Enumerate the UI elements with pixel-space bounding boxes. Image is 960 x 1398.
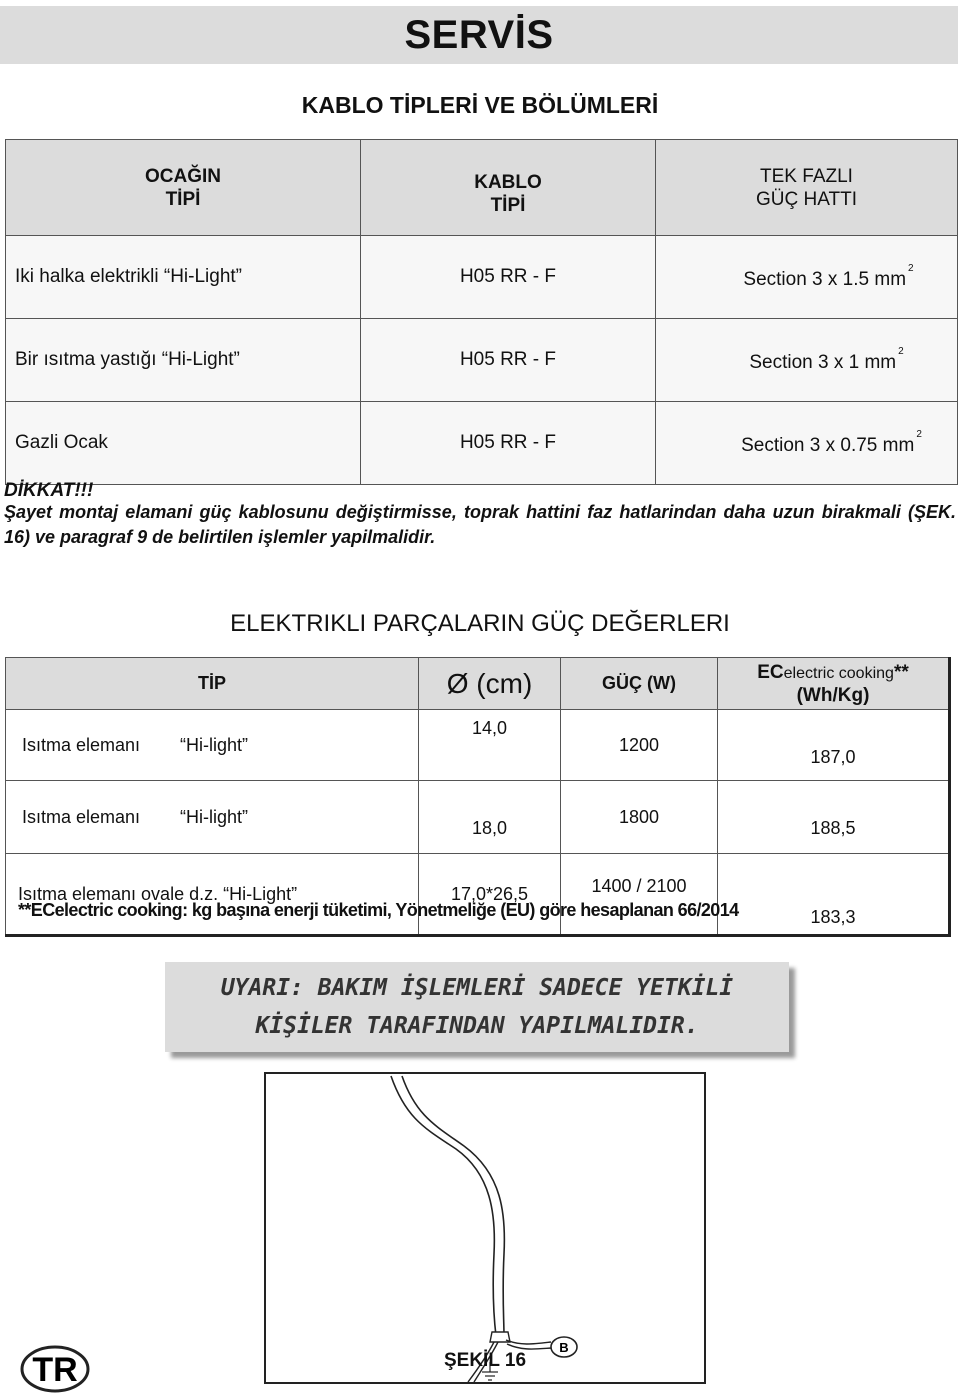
- power-table: [5, 657, 951, 937]
- label-b: B: [559, 1340, 569, 1355]
- element-type-cell: [6, 854, 419, 936]
- element-type: Isıtma elemanı: [22, 806, 141, 827]
- element-type-cell: [6, 710, 419, 781]
- phase-wire: [506, 1340, 551, 1344]
- power-cell: 1800: [561, 781, 718, 854]
- power-table-header: [6, 658, 950, 710]
- ec-header-line: [718, 661, 948, 685]
- col-header-power-line: [656, 140, 958, 236]
- cable-type-cell: H05 RR - F: [361, 402, 656, 485]
- table-row: [6, 402, 958, 485]
- notice-line: KİŞİLER TARAFINDAN YAPILMALIDIR.: [255, 1013, 699, 1039]
- cable-outline: [391, 1076, 496, 1336]
- col-header-hob-type: [6, 140, 361, 236]
- ec-prefix: EC: [757, 661, 784, 683]
- page-title: SERVİS: [404, 12, 554, 57]
- diameter-cell: 17,0*26,5: [419, 854, 561, 936]
- col-header-energy-consumption: [718, 658, 950, 710]
- diameter-cell: 14,0: [419, 710, 561, 781]
- maintenance-notice: [165, 962, 789, 1052]
- diameter-cell: 18,0: [419, 781, 561, 854]
- table-row: [6, 319, 958, 402]
- hob-type-cell: Gazli Ocak: [6, 402, 361, 485]
- table-row: [6, 236, 958, 319]
- col-header-line: TEK FAZLI: [760, 165, 853, 187]
- col-header-type: TİP: [6, 658, 419, 710]
- table-row: [6, 781, 950, 854]
- title-banner: [0, 6, 958, 64]
- element-type: Isıtma elemanı ovale d.z. “Hi-Light”: [18, 883, 298, 904]
- notice-line: UYARI: BAKIM İŞLEMLERİ SADECE YETKİLİ: [220, 975, 734, 1001]
- cable-type-cell: H05 RR - F: [361, 319, 656, 402]
- power-cell: 1200: [561, 710, 718, 781]
- ec-unit: (Wh/Kg): [796, 684, 870, 706]
- energy-cell: 183,3: [718, 854, 950, 936]
- col-header-line: KABLO: [474, 171, 542, 193]
- power-section-title: ELEKTRIKLI PARÇALARIN GÜÇ DEĞERLERI: [230, 610, 730, 637]
- phase-wire: [507, 1344, 552, 1349]
- element-type-cell: [6, 781, 419, 854]
- figure-caption: ŞEKİL 16: [443, 1350, 527, 1371]
- section-cell: [656, 236, 958, 319]
- energy-cell: 187,0: [718, 710, 950, 781]
- cable-outline: [402, 1076, 504, 1336]
- power-cell: 1400 / 2100: [561, 854, 718, 936]
- language-badge: [20, 1345, 90, 1393]
- section-value: Section 3 x 0.75 mm: [741, 435, 915, 456]
- section-cell: [656, 319, 958, 402]
- warning-label: DİKKAT!!!: [4, 480, 94, 501]
- ec-marks: **: [893, 661, 909, 683]
- squared-mark: 2: [898, 346, 904, 357]
- col-header-line: GÜÇ HATTI: [756, 188, 857, 210]
- element-variant: “Hi-light”: [180, 806, 249, 827]
- hob-type-cell: Bir ısıtma yastığı “Hi-Light”: [6, 319, 361, 402]
- hob-type-cell: Iki halka elektrikli “Hi-Light”: [6, 236, 361, 319]
- ec-suffix: electric cooking: [783, 664, 894, 682]
- col-header-power: GÜÇ (W): [561, 658, 718, 710]
- cable-section-title: KABLO TİPLERİ VE BÖLÜMLERİ: [301, 92, 659, 118]
- warning-text: Şayet montaj elamani güç kablosunu değiştirmisse, toprak hattini faz hatlarindan daha uzun birakmali (ŞEK. 16) ve paragraf 9 de belirtilen işlemler yapilmalidir.: [4, 502, 956, 547]
- section-value: Section 3 x 1 mm: [749, 352, 897, 373]
- col-header-line: TİPİ: [165, 188, 201, 210]
- col-header-line: TİPİ: [490, 194, 526, 216]
- energy-cell: 188,5: [718, 781, 950, 854]
- col-header-line: OCAĞIN: [145, 165, 221, 187]
- col-header-cable-type: [361, 140, 656, 236]
- table-row: [6, 854, 950, 936]
- squared-mark: 2: [916, 429, 922, 440]
- cable-diagram: [266, 1074, 704, 1382]
- badge-text: TR: [32, 1351, 78, 1389]
- section-value: Section 3 x 1.5 mm: [743, 269, 907, 290]
- cable-table: [5, 139, 958, 485]
- section-cell: [656, 402, 958, 485]
- squared-mark: 2: [908, 263, 914, 274]
- table-row: [6, 710, 950, 781]
- element-type: Isıtma elemanı: [22, 734, 141, 755]
- col-header-diameter: Ø (cm): [419, 658, 561, 710]
- cable-type-cell: H05 RR - F: [361, 236, 656, 319]
- footnote: **ECelectric cooking: kg başına enerji tüketimi, Yönetmeliğe (EU) göre hesaplanan 66/2014: [18, 900, 739, 920]
- figure-16: [264, 1072, 706, 1384]
- element-variant: “Hi-light”: [180, 734, 249, 755]
